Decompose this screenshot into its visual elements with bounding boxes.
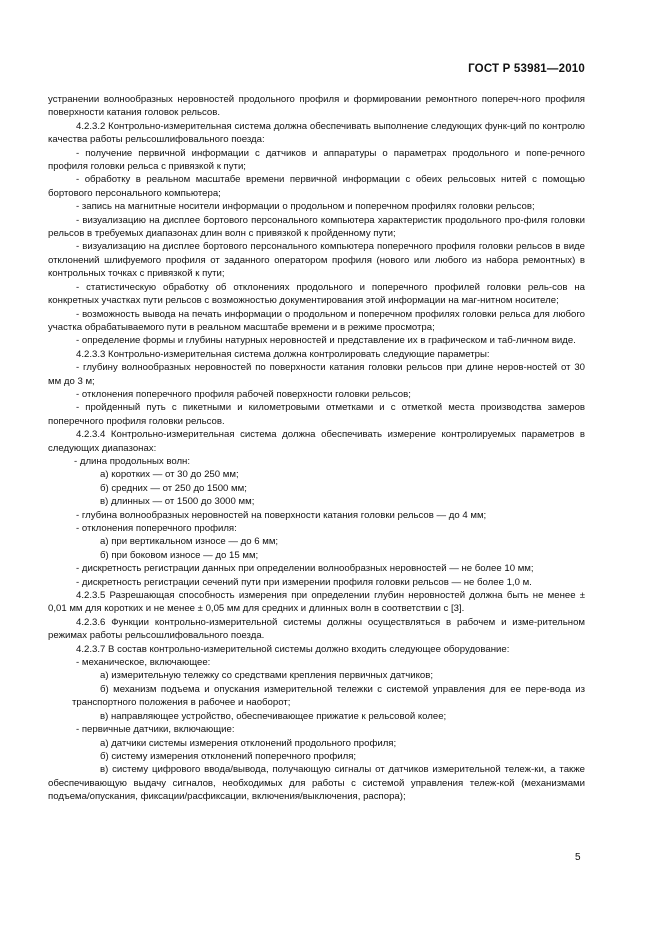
list-item: - визуализацию на дисплее бортового персонального компьютера характеристик продольного про-филя головки рельсов в требуемых диапазонах длин волн с привязкой к пройденному пути; — [48, 214, 585, 240]
list-item: - возможность вывода на печать информации о продольном и поперечном профилях головки рельса для любого участка обрабатываемого пути в реальном масштабе времени и в режиме просмотра; — [48, 308, 585, 333]
list-item: - дискретность регистрации сечений пути при измерении профиля головки рельсов — не более 1,0 м. — [76, 576, 532, 588]
list-item: - механическое, включающее: — [76, 657, 211, 669]
list-item: - визуализацию на дисплее бортового персонального компьютера поперечного профиля головки рельсов в виде отклонений шлифуемого профиля от заданного оператором профиля (нового или любого из набора ремонтных) в контрольных точках с привязкой к пути; — [48, 241, 585, 280]
sub-list-item: в) систему цифрового ввода/вывода, получающую сигналы от датчиков измерительной тележ-ки, а также обеспечивающую выдачу сигналов, необходимых для работы с системой управления тележ-кой (механизмами подъема/опускания, фиксации/расфиксации, включения/выключения, распора); — [48, 764, 585, 803]
sub-list-item: б) систему измерения отклонений поперечного профиля; — [100, 750, 357, 762]
document-header: ГОСТ Р 53981—2010 — [468, 63, 585, 75]
list-item: - обработку в реальном масштабе времени первичной информации с обеих рельсовых нитей с помощью бортового персонального компьютера; — [48, 174, 585, 199]
paragraph: 4.2.3.4 Контрольно-измерительная система должна обеспечивать измерение контролируемых параметров в следующих диапазонах: — [48, 429, 585, 454]
list-item: - получение первичной информации с датчиков и аппаратуры о параметрах продольного и попе-речного профиля головки рельса с привязкой к пути; — [48, 147, 585, 173]
list-item: - глубина волнообразных неровностей на поверхности катания головки рельсов — до 4 мм; — [76, 509, 487, 521]
sub-list-item: б) средних — от 250 до 1500 мм; — [100, 482, 247, 494]
list-item: - пройденный путь с пикетными и километровыми отметками и с отметкой места производства замеров поперечного профиля головки рельсов. — [48, 402, 585, 427]
list-item: - отклонения поперечного профиля: — [76, 523, 237, 534]
list-item: - статистическую обработку об отклонениях продольного и поперечного профилей головки рель-сов на конкретных участках пути рельсов с возможностью документирования этой информации на маг-нитном носителе; — [48, 281, 585, 307]
paragraph: 4.2.3.3 Контрольно-измерительная система должна контролировать следующие параметры: — [76, 348, 490, 360]
list-item: - дискретность регистрации данных при определении волнообразных неровностей — не более 10 мм; — [76, 563, 534, 575]
sub-list-item: а) коротких — от 30 до 250 мм; — [100, 469, 239, 481]
list-item: - запись на магнитные носители информации о продольном и поперечном профилях головки рельсов; — [76, 201, 535, 213]
sub-list-item: б) при боковом износе — до 15 мм; — [100, 549, 259, 561]
paragraph: устранении волнообразных неровностей продольного профиля и формировании ремонтного попереч-ного профиля поверхности катания головок рельсов. — [48, 94, 585, 119]
sub-list-item: а) измерительную тележку со средствами крепления первичных датчиков; — [100, 670, 434, 682]
paragraph: 4.2.3.7 В состав контрольно-измерительной системы должно входить следующее оборудование: — [76, 643, 510, 655]
list-item: - глубину волнообразных неровностей по поверхности катания головки рельсов при длине неров-ностей от 30 мм до 3 м; — [48, 362, 585, 387]
paragraph: 4.2.3.5 Разрешающая способность измерения при определении глубин неровностей должна быть не менее ± 0,01 мм для коротких и не менее ± 0,05 мм для средних и длинных волн в соответствии с [3]. — [48, 590, 585, 615]
paragraph: 4.2.3.6 Функции контрольно-измерительной системы должны осуществляться в рабочем и изме-рительном режимах работы рельсошлифовального поезда. — [48, 616, 585, 642]
page-number: 5 — [575, 852, 581, 863]
sub-list-item: а) при вертикальном износе — до 6 мм; — [100, 536, 279, 548]
sub-list-item: в) длинных — от 1500 до 3000 мм; — [100, 496, 255, 508]
sub-list-item: б) механизм подъема и опускания измерительной тележки с системой управления для ее пере-вода из транспортного положения в рабочее и наоборот; — [72, 683, 585, 709]
document-body — [48, 93, 585, 804]
list-item: - отклонения поперечного профиля рабочей поверхности головки рельсов; — [76, 388, 411, 400]
list-item: - длина продольных волн: — [74, 455, 191, 467]
list-item: - первичные датчики, включающие: — [76, 724, 235, 736]
paragraph: 4.2.3.2 Контрольно-измерительная система должна обеспечивать выполнение следующих функ-ций по контролю качества работы рельсошлифовального поезда: — [48, 120, 585, 146]
sub-list-item: а) датчики системы измерения отклонений продольного профиля; — [100, 737, 397, 749]
sub-list-item: в) направляющее устройство, обеспечивающее прижатие к рельсовой колее; — [100, 710, 447, 722]
list-item: - определение формы и глубины натурных неровностей и представление их в графическом и таб-личном виде. — [76, 335, 576, 347]
